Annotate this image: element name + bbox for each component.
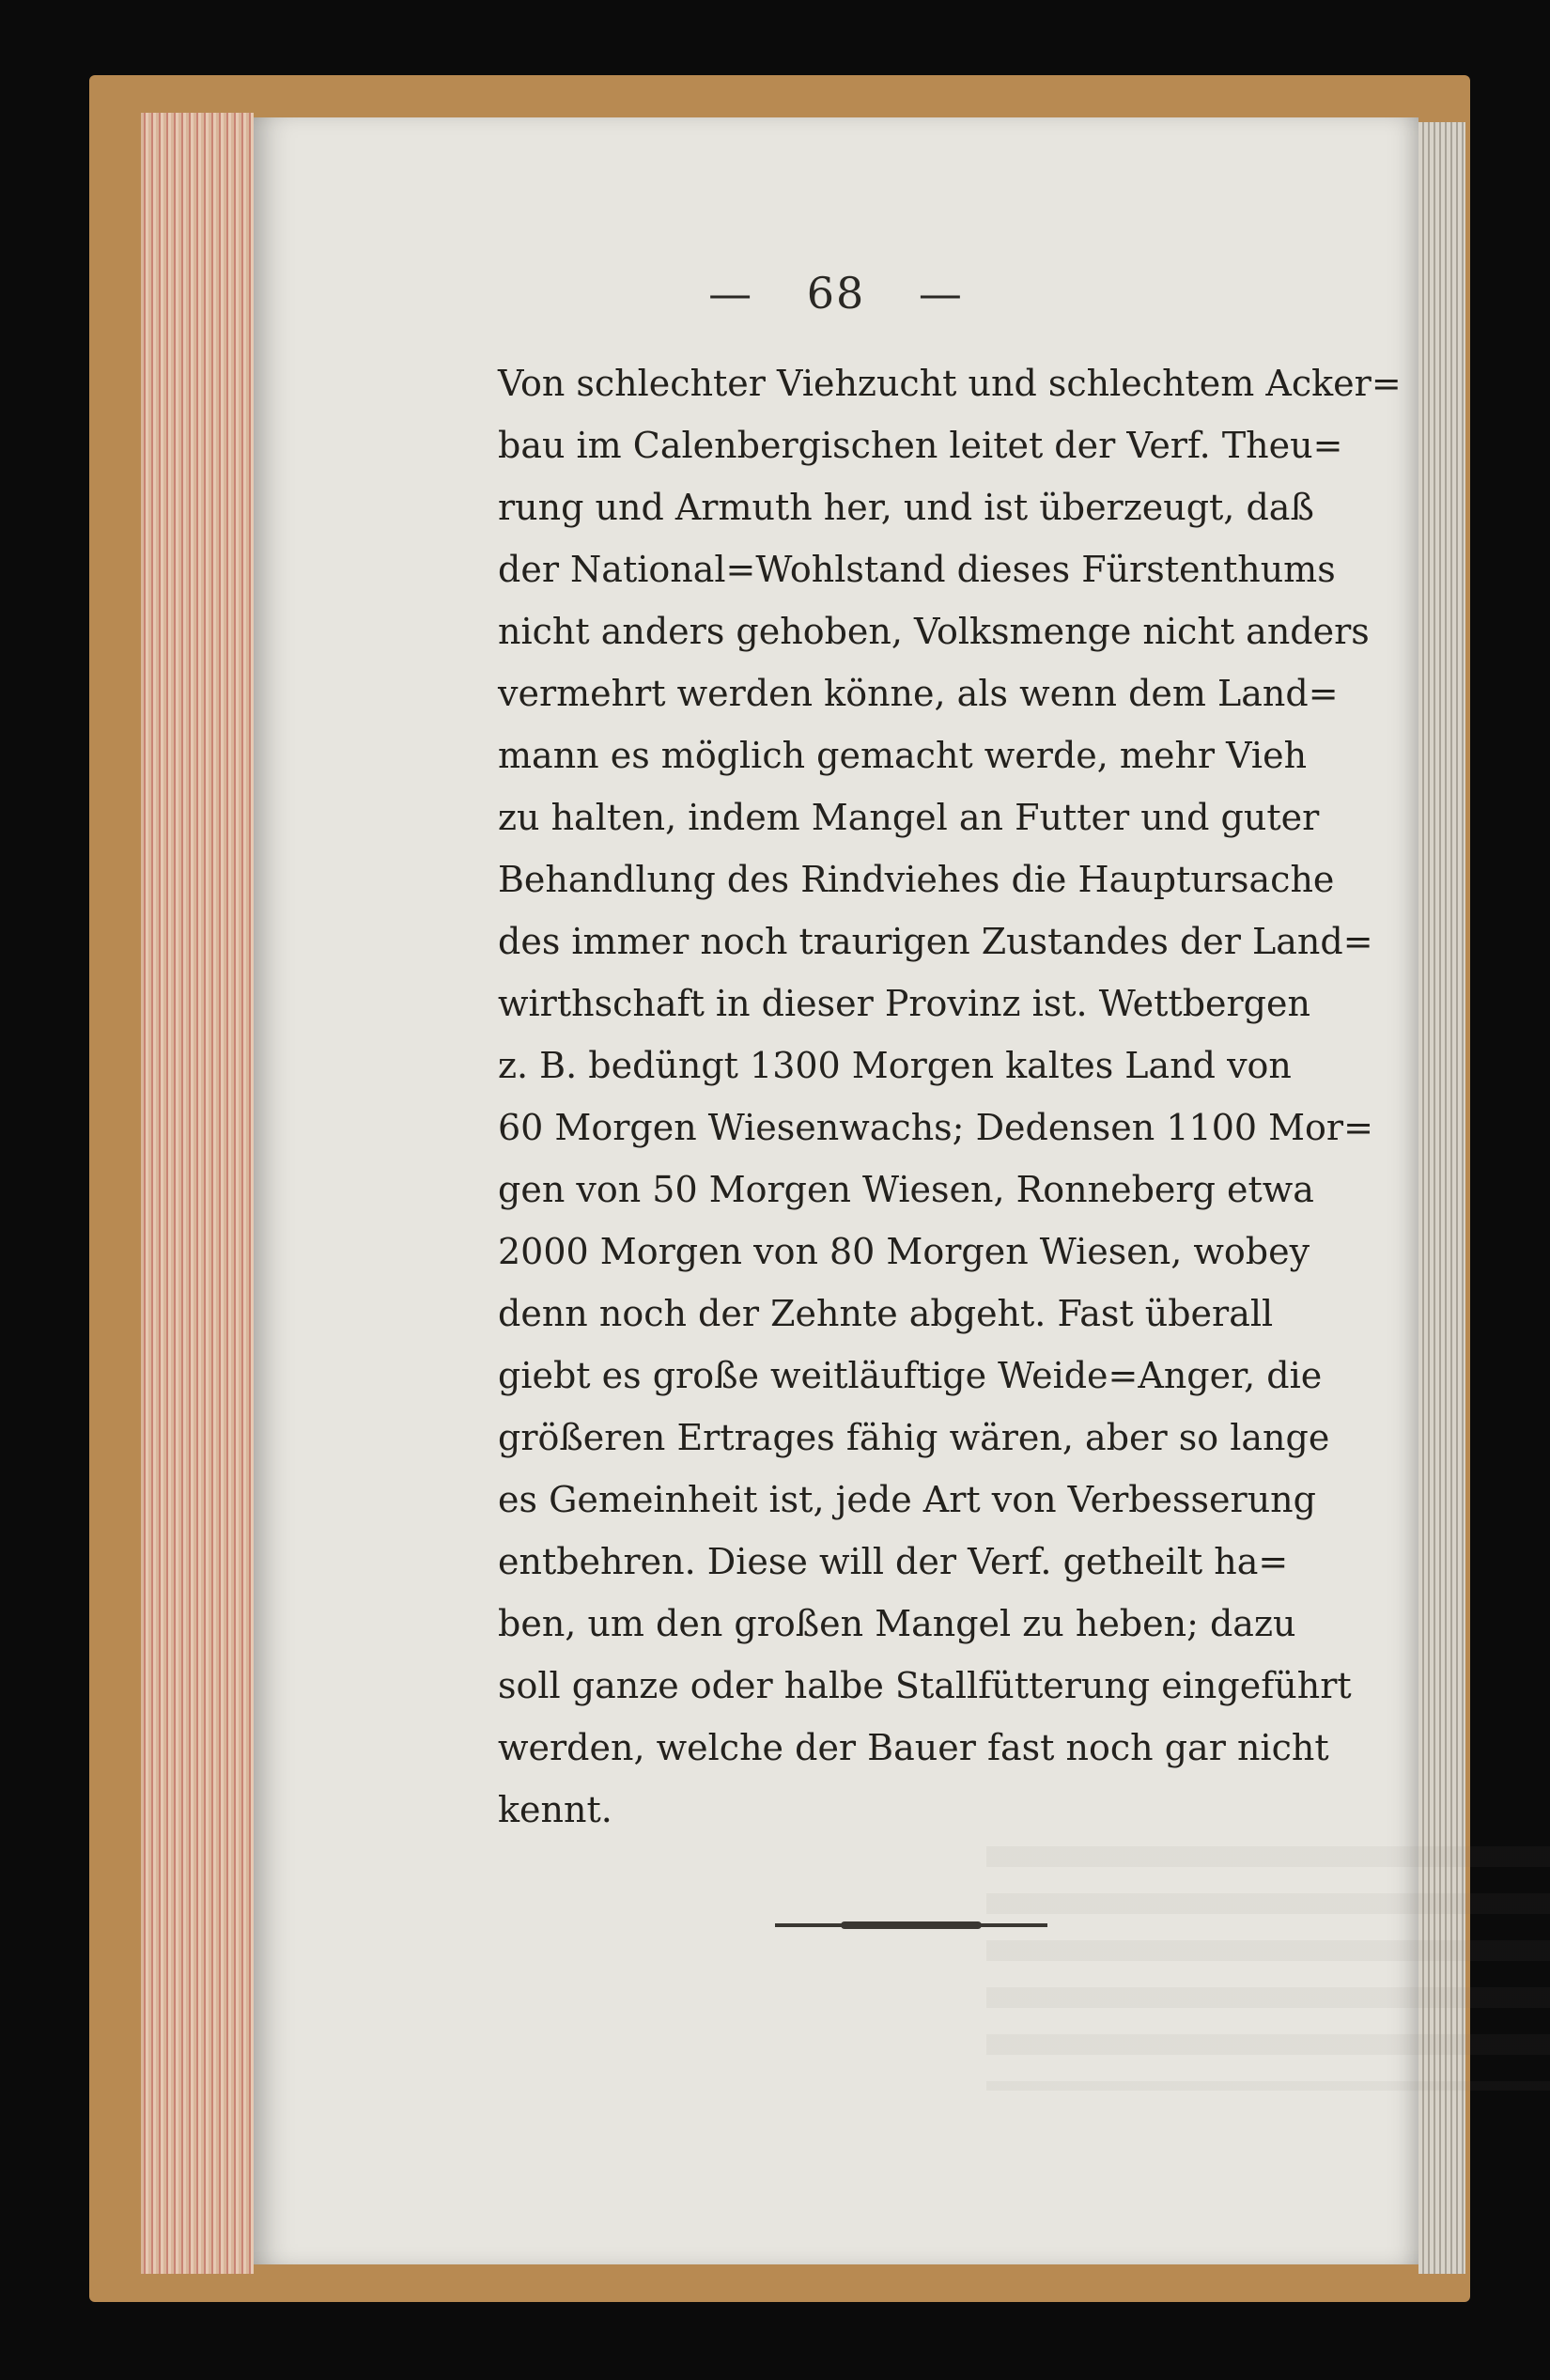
text-line: zu halten, indem Mangel an Futter und guter [498,797,1320,838]
text-line: rung und Armuth her, und ist überzeugt, daß [498,487,1314,528]
text-line: größeren Ertrages fähig wären, aber so lange [498,1417,1330,1458]
text-line: gen von 50 Morgen Wiesen, Ronneberg etwa [498,1169,1314,1210]
text-line: bau im Calenbergischen leitet der Verf. Theu= [498,425,1343,466]
body-text [498,352,1402,1841]
text-line: denn noch der Zehnte abgeht. Fast überall [498,1293,1274,1334]
text-line: vermehrt werden könne, als wenn dem Land= [498,673,1339,714]
page-number: 68 [806,268,866,319]
text-line: werden, welche der Bauer fast noch gar nicht [498,1727,1329,1768]
book-page [254,117,1418,2264]
section-end-rule [775,1923,1047,1927]
text-line: z. B. bedüngt 1300 Morgen kaltes Land von [498,1045,1292,1086]
text-line: Von schlechter Viehzucht und schlechtem Acker= [498,363,1402,404]
running-head [254,268,1418,319]
text-line: 2000 Morgen von 80 Morgen Wiesen, wobey [498,1231,1310,1272]
header-dash-right: — [918,268,964,319]
text-line: giebt es große weitläuftige Weide=Anger, die [498,1355,1323,1396]
text-line: 60 Morgen Wiesenwachs; Dedensen 1100 Mor= [498,1107,1373,1148]
text-line: es Gemeinheit ist, jede Art von Verbesserung [498,1479,1316,1520]
text-line: Behandlung des Rindviehes die Hauptursache [498,859,1335,900]
text-line: entbehren. Diese will der Verf. getheilt ha= [498,1541,1289,1582]
text-line: nicht anders gehoben, Volksmenge nicht anders [498,611,1370,652]
text-line: des immer noch traurigen Zustandes der Land= [498,921,1373,962]
text-line: wirthschaft in dieser Provinz ist. Wettbergen [498,983,1310,1024]
text-line: soll ganze oder halbe Stallfütterung eingeführt [498,1665,1352,1706]
show-through-text [986,1846,1550,2091]
text-line: der National=Wohlstand dieses Fürstenthums [498,549,1336,590]
page-edges-left [141,113,254,2274]
header-dash-left: — [708,268,754,319]
text-line: kennt. [498,1789,612,1830]
text-line: mann es möglich gemacht werde, mehr Vieh [498,735,1308,776]
text-line: ben, um den großen Mangel zu heben; dazu [498,1603,1296,1644]
